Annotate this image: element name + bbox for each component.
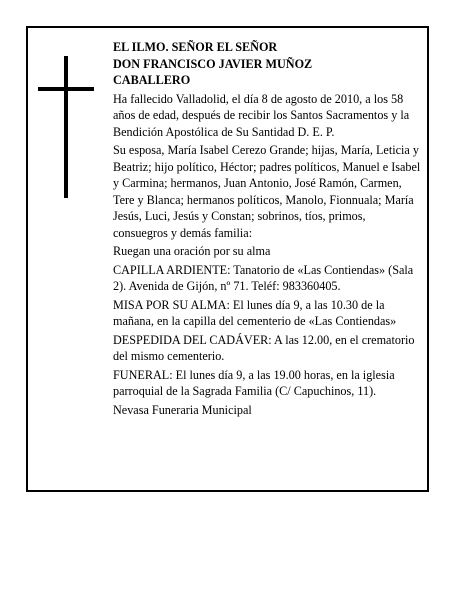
cross-icon-crossbar: [38, 87, 94, 91]
despedida-del-cadaver: DESPEDIDA DEL CADÁVER: A las 12.00, en el crematorio del mismo cementerio.: [113, 332, 415, 363]
death-announcement: Ha fallecido Valladolid, el día 8 de agosto de 2010, a los 58 años de edad, después de recibir los Santos Sacramentos y la Bendición Apostólica de Su Santidad D. E. P.: [113, 91, 410, 139]
obituary-text: [113, 39, 423, 420]
family-list: Su esposa, María Isabel Cerezo Grande; hijas, María, Leticia y Beatriz; hijo político, Héctor; padres políticos, Manuel e Isabel y Carmina; hermanos, Juan Antonio, José Ramón, Carmen, Tere y Blanca; hermanos políticos, Manolo, Fionnuala; María Jesús, Luci, Jesús y Constan; sobrinos, tíos, primos, consuegros y demás familia:: [113, 143, 421, 240]
capilla-ardiente: CAPILLA ARDIENTE: Tanatorio de «Las Contiendas» (Sala 2). Avenida de Gijón, nº 71. Teléf: 983360405.: [113, 262, 414, 293]
heading-line-2: DON FRANCISCO JAVIER MUÑOZ: [113, 56, 313, 71]
deceased-name-heading: [113, 39, 423, 89]
heading-line-1: EL ILMO. SEÑOR EL SEÑOR: [113, 40, 278, 54]
prayer-request: Ruegan una oración por su alma: [113, 244, 271, 258]
cross-icon: [64, 56, 68, 198]
heading-line-3: CABALLERO: [113, 73, 191, 87]
misa-por-su-alma: MISA POR SU ALMA: El lunes día 9, a las 10.30 de la mañana, en la capilla del cementerio de «Las Contiendas»: [113, 297, 397, 328]
funeral-info: FUNERAL: El lunes día 9, a las 19.00 horas, en la iglesia parroquial de la Sagrada Familia (C/ Capuchinos, 11).: [113, 367, 395, 398]
funeral-home: Nevasa Funeraria Municipal: [113, 402, 252, 417]
